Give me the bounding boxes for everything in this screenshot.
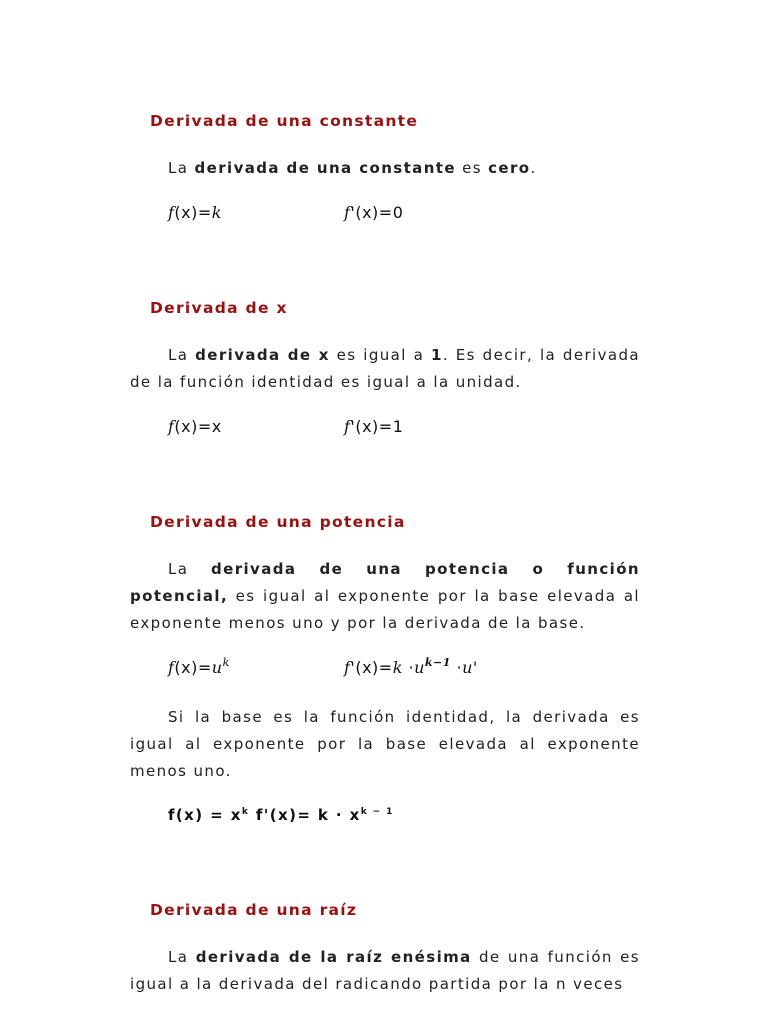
text-run: es xyxy=(455,159,489,177)
formula-potencia-derivative: $f'(x)=k \cdot u^{k-1} \cdot u'$ xyxy=(344,656,478,677)
bold-run: derivada de una constante xyxy=(194,159,456,177)
paragraph-x xyxy=(130,342,640,396)
text-run: es igual a xyxy=(329,346,431,364)
bold-run: 1 xyxy=(430,346,443,364)
text-run: . Es decir, la derivada de la función identidad es igual a la unidad. xyxy=(130,346,640,391)
bold-run: cero xyxy=(488,159,531,177)
text-run: es igual al exponente por la base elevada al exponente menos uno y por la derivada de la base. xyxy=(130,587,640,632)
formula-x-derivative: f'(x)=1 xyxy=(344,417,404,436)
formula-potencia-identidad: $f(x) = x^k$ $f'(x)= k \cdot x^{k - 1}$ xyxy=(168,806,394,824)
text-run: . xyxy=(530,159,537,177)
bold-run: derivada de la raíz enésima xyxy=(195,948,472,966)
section-heading-x: Derivada de x xyxy=(150,299,288,317)
paragraph-potencia-identidad xyxy=(130,704,640,785)
formula-constante-function: f(x)=k xyxy=(168,203,222,222)
formula-x-function: f(x)=x xyxy=(168,417,222,436)
section-heading-raiz: Derivada de una raíz xyxy=(150,901,358,919)
paragraph-potencia xyxy=(130,556,640,637)
text-run: La xyxy=(168,560,211,578)
text-run: de una función es igual a la derivada del radicando partida por la n veces xyxy=(130,948,640,993)
text-run: La xyxy=(168,159,195,177)
paragraph-constante xyxy=(130,155,640,182)
section-heading-constante: Derivada de una constante xyxy=(150,112,419,130)
bold-run: derivada de x xyxy=(195,346,330,364)
formula-constante-derivative: f'(x)=0 xyxy=(344,203,404,222)
section-heading-potencia: Derivada de una potencia xyxy=(150,513,406,531)
bold-run: derivada de una potencia o función potencial, xyxy=(130,560,640,605)
paragraph-raiz xyxy=(130,944,640,998)
text-run: La xyxy=(168,948,196,966)
formula-potencia-function: $f(x)=u^k$ xyxy=(168,656,230,677)
text-run: Si la base es la función identidad, la derivada es igual al exponente por la base elevada al exponente menos uno. xyxy=(130,708,640,780)
text-run: La xyxy=(168,346,196,364)
